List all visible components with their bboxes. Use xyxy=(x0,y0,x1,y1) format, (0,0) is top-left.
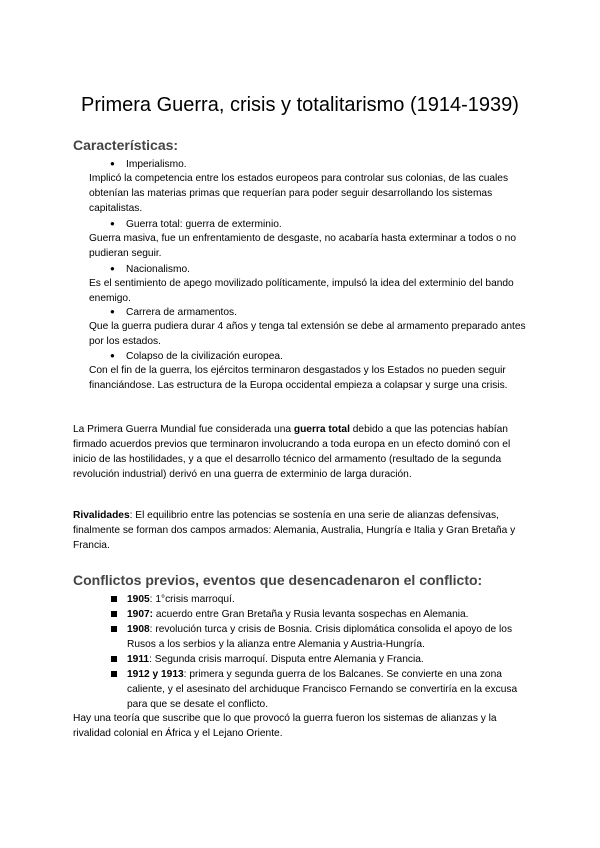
paragraph-guerra-total: La Primera Guerra Mundial fue considerada una guerra total debido a que las potencias habían firmado acuerdos previos que terminaron involucrando a toda europa en un efecto dominó con el inicio de las hostilidades, y a que el desarrollo técnico del armamento (resultado de la segunda revolución industrial) derivó en una guerra de exterminio de larga duración. xyxy=(73,424,511,480)
square-bullet-icon xyxy=(111,611,117,617)
bold-term: Rivalidades xyxy=(73,510,130,521)
bullet-item: ● Guerra total: guerra de exterminio. xyxy=(110,216,282,232)
bullet-description: Guerra masiva, fue un enfrentamiento de desgaste, no acabaría hasta exterminar a todos o no pudieran seguir. xyxy=(89,233,516,259)
bullet-dot-icon: ● xyxy=(110,219,115,228)
section-heading-conflictos: Conflictos previos, eventos que desencadenaron el conflicto: xyxy=(73,572,483,588)
bullet-dot-icon: ● xyxy=(110,307,115,316)
bullet-dot-icon: ● xyxy=(110,351,115,360)
list-item: 1908: revolución turca y crisis de Bosnia. Crisis diplomática consolida el apoyo de los Rusos a los serbios y la alianza entre Alemania y Austria-Hungría. xyxy=(111,622,531,652)
section-heading-caracteristicas: Características: xyxy=(73,137,179,153)
paragraph-rivalidades: Rivalidades: El equilibrio entre las potencias se sostenía en una serie de alianzas defensivas, finalmente se forman dos campos armados: Alemania, Australia, Hungría e Italia y Gran Bretaña y Francia. xyxy=(73,510,516,551)
square-bullet-icon xyxy=(111,596,117,602)
page-title: Primera Guerra, crisis y totalitarismo (1914-1939) xyxy=(81,94,519,116)
closing-paragraph: Hay una teoría que suscribe que lo que provocó la guerra fueron los sistemas de alianzas y la rivalidad colonial en África y el Lejano Oriente. xyxy=(73,713,497,739)
bullet-description: Con el fin de la guerra, los ejércitos terminaron desgastados y los Estados no pueden seguir financiándose. Las estructura de la Europa occidental empieza a colapsar y surge una crisis. xyxy=(89,365,508,391)
conflict-list xyxy=(111,592,531,712)
bullet-item: ● Nacionalismo. xyxy=(110,261,190,277)
square-bullet-icon xyxy=(111,671,117,677)
bullet-description: Que la guerra pudiera durar 4 años y tenga tal extensión se debe al armamento preparado antes por los estados. xyxy=(89,321,526,347)
bullet-item: ● Imperialismo. xyxy=(110,156,187,172)
bullet-item: ● Colapso de la civilización europea. xyxy=(110,348,283,364)
list-item: 1912 y 1913: primera y segunda guerra de los Balcanes. Se convierte en una zona caliente, y el asesinato del archiduque Francisco Fernando se convertiría en la excusa para que se desate el conflicto. xyxy=(111,667,531,712)
list-item: 1905: 1°crisis marroquí. xyxy=(111,592,531,607)
bullet-item: ● Carrera de armamentos. xyxy=(110,304,237,320)
list-item: 1907: acuerdo entre Gran Bretaña y Rusia levanta sospechas en Alemania. xyxy=(111,607,531,622)
list-item: 1911: Segunda crisis marroquí. Disputa entre Alemania y Francia. xyxy=(111,652,531,667)
bullet-dot-icon: ● xyxy=(110,159,115,168)
square-bullet-icon xyxy=(111,626,117,632)
bold-term: guerra total xyxy=(293,424,350,435)
bullet-description: Es el sentimiento de apego movilizado políticamente, impulsó la idea del exterminio del bando enemigo. xyxy=(89,278,514,304)
bullet-description: Implicó la competencia entre los estados europeos para controlar sus colonias, de las cuales obtenían las materias primas que requerían para poder seguir desarrollando los sistemas capitalistas. xyxy=(89,173,509,214)
bullet-dot-icon: ● xyxy=(110,264,115,273)
square-bullet-icon xyxy=(111,656,117,662)
